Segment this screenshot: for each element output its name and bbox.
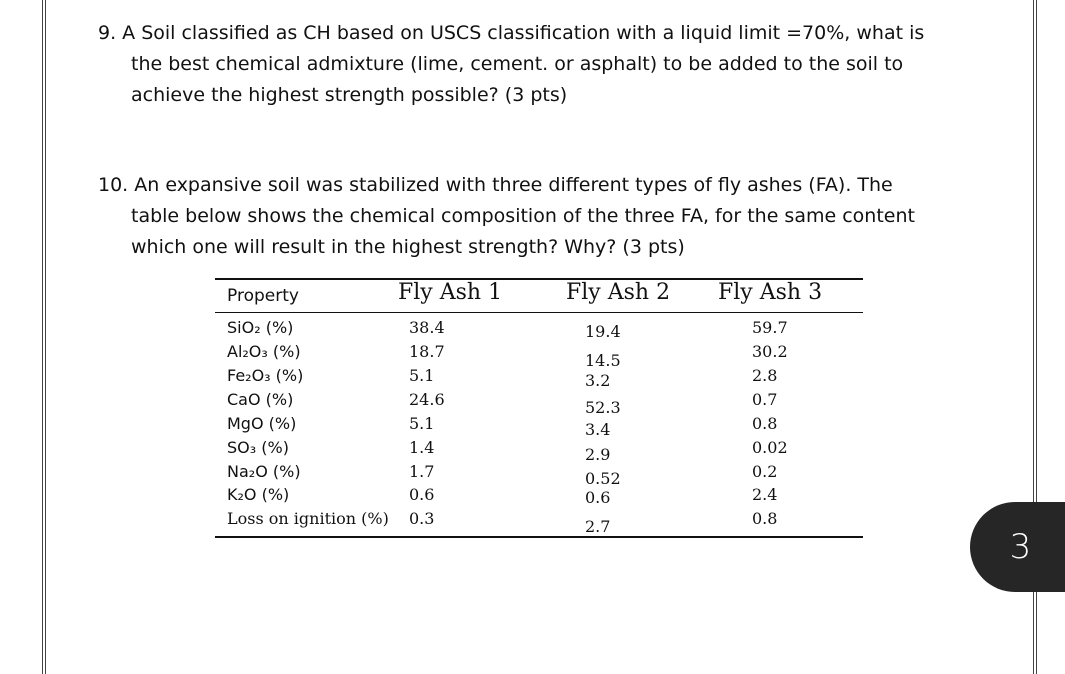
header-fly-ash-3: Fly Ash 3 [718,280,823,305]
table-cell-fly-ash-3: 2.8 [752,366,778,385]
table-cell-fly-ash-3: 0.7 [752,390,778,409]
table-row-property: Loss on ignition (%) [227,509,389,528]
header-property: Property [227,286,299,306]
table-cell-fly-ash-2: 14.5 [585,351,621,370]
table-cell-fly-ash-3: 0.02 [752,438,788,457]
table-cell-fly-ash-2: 3.2 [585,371,611,390]
question-10 [98,170,998,263]
table-cell-fly-ash-3: 0.8 [752,414,778,433]
question-9-line-1: 9. A Soil classified as CH based on USCS classification with a liquid limit =70%, what is [98,22,925,44]
table-row-property: Fe₂O₃ (%) [227,366,304,385]
table-cell-fly-ash-1: 0.3 [409,509,435,528]
header-fly-ash-2: Fly Ash 2 [566,280,671,305]
table-cell-fly-ash-1: 5.1 [409,366,435,385]
table-cell-fly-ash-2: 0.6 [585,488,611,507]
table-cell-fly-ash-2: 52.3 [585,398,621,417]
table-row-property: SO₃ (%) [227,438,289,457]
table-row-property: SiO₂ (%) [227,318,294,337]
table-cell-fly-ash-2: 3.4 [585,420,611,439]
question-9-line-3: achieve the highest strength possible? (3 pts) [131,84,568,106]
question-10-line-2: table below shows the chemical composition of the three FA, for the same content [131,205,915,227]
table-cell-fly-ash-1: 1.4 [409,438,435,457]
table-header-rule [215,312,863,313]
page-number-badge: 3 [970,502,1065,592]
question-10-line-1: 10. An expansive soil was stabilized with three different types of fly ashes (FA). The [98,174,893,196]
header-fly-ash-1: Fly Ash 1 [398,280,503,305]
table-cell-fly-ash-3: 0.8 [752,509,778,528]
table-cell-fly-ash-1: 38.4 [409,318,445,337]
table-row-property: K₂O (%) [227,485,290,504]
table-cell-fly-ash-1: 24.6 [409,390,445,409]
table-cell-fly-ash-2: 19.4 [585,322,621,341]
table-cell-fly-ash-1: 0.6 [409,485,435,504]
page-border-left [42,0,46,674]
table-row-property: MgO (%) [227,414,297,433]
table-row-property: CaO (%) [227,390,294,409]
table-cell-fly-ash-1: 5.1 [409,414,435,433]
table-bottom-rule [215,536,863,538]
question-9 [98,18,998,111]
table-cell-fly-ash-3: 0.2 [752,462,778,481]
table-cell-fly-ash-1: 18.7 [409,342,445,361]
question-10-line-3: which one will result in the highest strength? Why? (3 pts) [131,236,685,258]
question-9-line-2: the best chemical admixture (lime, cement. or asphalt) to be added to the soil to [131,53,904,75]
table-cell-fly-ash-1: 1.7 [409,462,435,481]
table-cell-fly-ash-3: 59.7 [752,318,788,337]
table-cell-fly-ash-2: 0.52 [585,469,621,488]
table-cell-fly-ash-2: 2.9 [585,445,611,464]
table-cell-fly-ash-2: 2.7 [585,517,611,536]
fly-ash-composition-table [215,277,863,539]
table-row-property: Al₂O₃ (%) [227,342,301,361]
table-row-property: Na₂O (%) [227,462,301,481]
table-cell-fly-ash-3: 30.2 [752,342,788,361]
table-cell-fly-ash-3: 2.4 [752,485,778,504]
